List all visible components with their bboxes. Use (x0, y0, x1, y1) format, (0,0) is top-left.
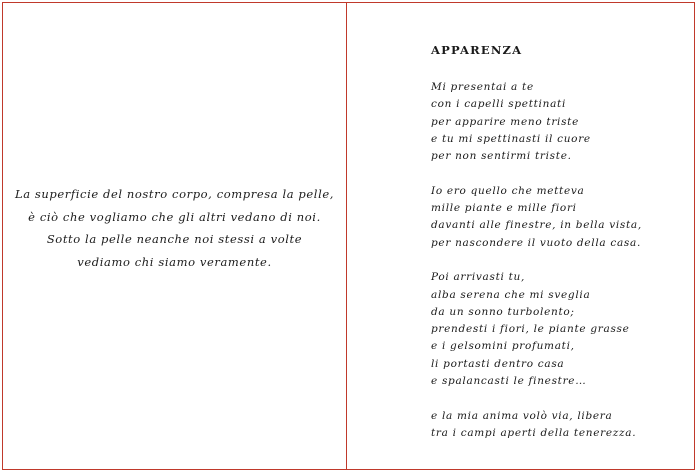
right-page (347, 3, 694, 469)
verse-line: e la mia anima volò via, libera (431, 409, 613, 422)
verse-line: per non sentirmi triste. (431, 150, 572, 163)
verse-line: tra i campi aperti della tenerezza. (431, 426, 637, 439)
verse-line: per apparire meno triste (431, 115, 580, 128)
stanza-1 (431, 79, 642, 165)
epigraph-line: La superficie del nostro corpo, compresa la pelle, (14, 187, 335, 201)
book-spread (2, 2, 695, 470)
epigraph-line: è ciò che vogliamo che gli altri vedano di noi. (28, 209, 321, 224)
verse-line: Poi arrivasti tu, (431, 271, 526, 284)
verse-line: alba serena che mi sveglia (431, 288, 591, 301)
poem-title: APPARENZA (431, 43, 523, 57)
stanza-4 (431, 408, 642, 443)
verse-line: mille piante e mille fiori (431, 202, 577, 215)
verse-line: da un sonno turbolento; (431, 305, 575, 318)
stanza-3 (431, 269, 642, 390)
poem-body (431, 79, 642, 460)
stanza-2 (431, 183, 642, 252)
epigraph-line: vediamo chi siamo veramente. (77, 254, 272, 269)
verse-line: e tu mi spettinasti il cuore (431, 132, 591, 145)
verse-line: davanti alle finestre, in bella vista, (431, 219, 642, 232)
verse-line: li portasti dentro casa (431, 357, 565, 370)
verse-line: e i gelsomini profumati, (431, 340, 575, 353)
verse-line: Mi presentai a te (431, 81, 534, 93)
epigraph (3, 183, 346, 273)
verse-line: Io ero quello che metteva (431, 184, 585, 197)
verse-line: e spalancasti le finestre… (431, 375, 587, 388)
left-page (3, 3, 346, 469)
epigraph-line: Sotto la pelle neanche noi stessi a volte (46, 232, 303, 246)
verse-line: con i capelli spettinati (431, 98, 567, 111)
verse-line: per nascondere il vuoto della casa. (431, 236, 641, 249)
verse-line: prendesti i fiori, le piante grasse (431, 323, 630, 336)
